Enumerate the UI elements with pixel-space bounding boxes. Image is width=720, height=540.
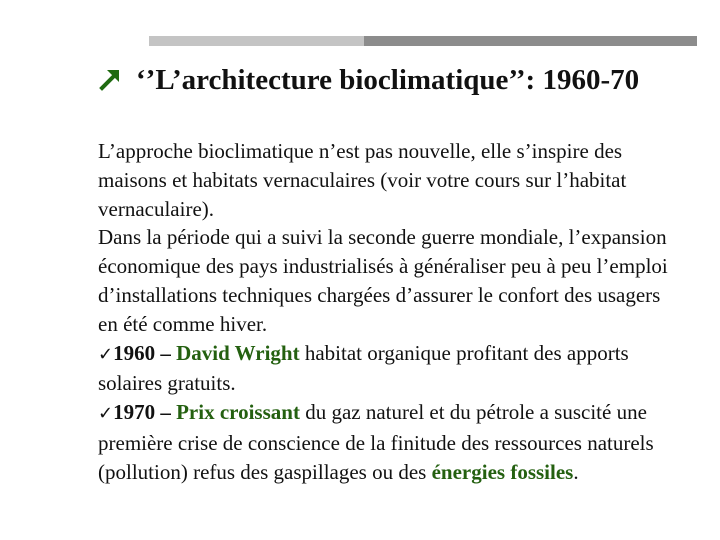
item-text: du gaz naturel et du pétrole a suscité une première crise de conscience de la finitude des ressources naturels (pollution) refus des gaspillages ou des <box>98 400 654 484</box>
header-bar-dark <box>364 36 697 46</box>
item-year: 1960 – <box>113 340 171 365</box>
item-end: . <box>573 459 579 484</box>
item-year: 1970 – <box>113 400 171 425</box>
checkmark-icon: ✓ <box>98 343 114 365</box>
header-bar-light <box>149 36 364 46</box>
item-highlight: Prix croissant <box>176 400 300 425</box>
intro-paragraph: L’approche bioclimatique n’est pas nouvelle, elle s’inspire des maisons et habitats vernaculaires (voir votre cours sur l’habitat vernaculaire). <box>98 139 627 221</box>
list-item-1960 <box>98 339 678 399</box>
context-paragraph: Dans la période qui a suivi la seconde guerre mondiale, l’expansion économique des pays industrialisés à généraliser peu à peu l’emploi d’installations techniques chargées d’assurer le confort des usagers en été comme hiver. <box>98 225 668 336</box>
item-highlight: David Wright <box>176 340 300 365</box>
item-highlight-2: énergies fossiles <box>431 459 574 484</box>
slide-title: ‘’L’architecture bioclimatique’’: 1960-70 <box>136 64 640 96</box>
slide-title-block <box>98 62 683 98</box>
item-text: habitat organique profitant des apports solaires gratuits. <box>98 340 629 396</box>
checkmark-icon: ✓ <box>98 403 114 425</box>
list-item-1970 <box>98 398 678 486</box>
arrow-up-right-icon <box>98 64 122 88</box>
slide-body <box>98 137 678 487</box>
